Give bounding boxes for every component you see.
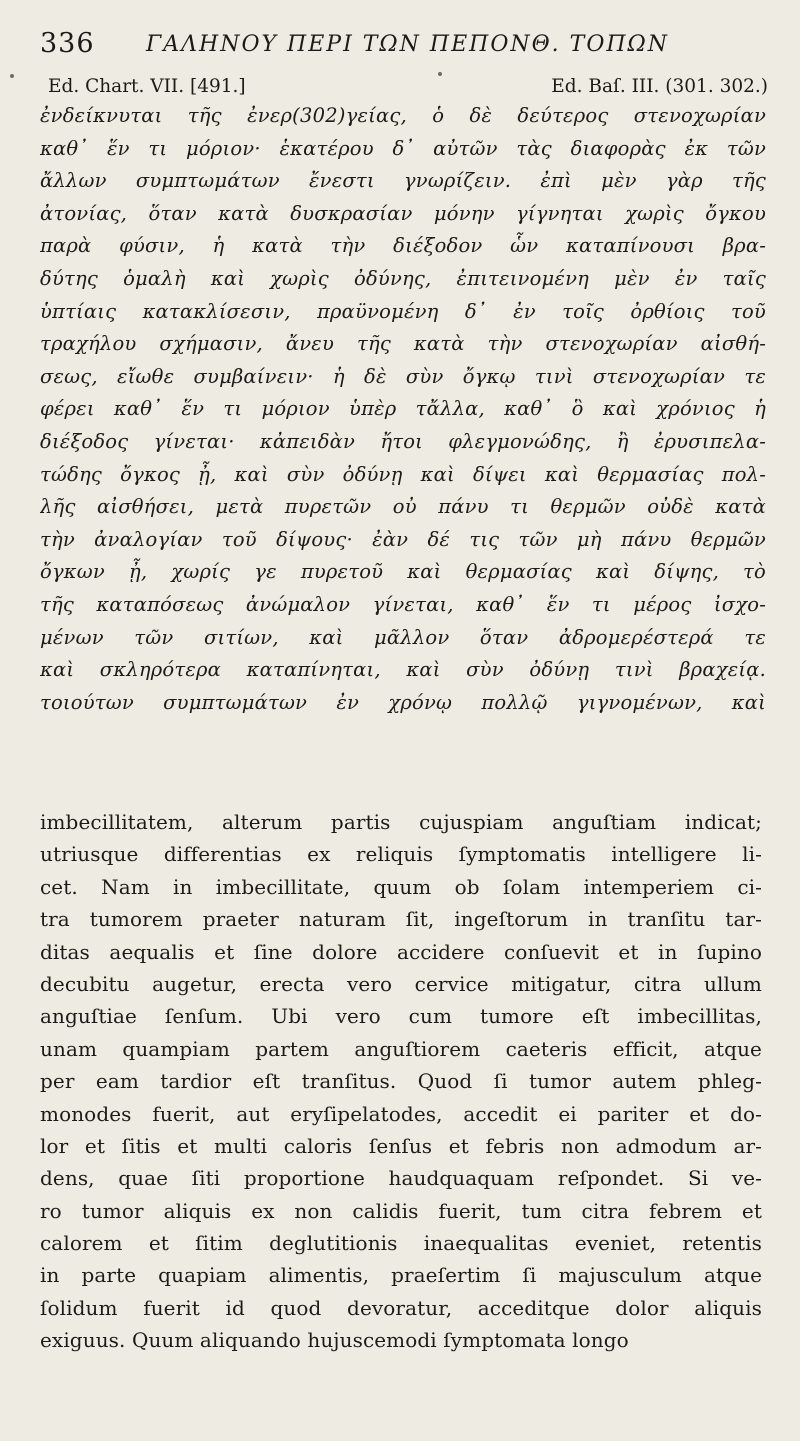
latin-text-block	[40, 806, 762, 1357]
latin-line: anguſtiae ſenſum. Ubi vero cum tumore eſt imbecillitas,	[40, 1004, 762, 1029]
ink-speck	[10, 74, 14, 78]
greek-line: λῆς αἰσθήσει, μετὰ πυρετῶν οὐ πάνυ τι θερμῶν οὐδὲ κατὰ	[40, 495, 766, 519]
greek-line: καθ᾽ ἕν τι μόριον· ἑκατέρου δ᾽ αὐτῶν τὰς διαφορὰς ἐκ τῶν	[40, 136, 766, 160]
greek-line: τώδης ὄγκος ᾖ, καὶ σὺν ὀδύνῃ καὶ δίψει καὶ θερμασίας πολ-	[40, 462, 766, 486]
latin-line: decubitu augetur, erecta vero cervice mitigatur, citra ullum	[40, 971, 762, 996]
page-header	[40, 28, 760, 62]
page-number: 336	[40, 28, 95, 59]
latin-line: imbecillitatem, alterum partis cujuspiam anguſtiam indicat;	[40, 810, 762, 834]
latin-line: unam quampiam partem anguſtiorem caeteris efficit, atque	[40, 1036, 762, 1061]
greek-line: ἄλλων συμπτωμάτων ἔνεστι γνωρίζειν. ἐπὶ μὲν γὰρ τῆς	[40, 169, 766, 193]
latin-line: per eam tardior eſt tranſitus. Quod ſi tumor autem phleg-	[40, 1069, 762, 1094]
greek-line: καὶ σκληρότερα καταπίνηται, καὶ σὺν ὀδύνῃ τινὶ βραχείᾳ.	[40, 658, 766, 682]
latin-line: ditas aequalis et ſine dolore accidere conſuevit et in ſupino	[40, 939, 762, 964]
ink-speck	[438, 72, 442, 76]
edition-references	[48, 76, 768, 102]
latin-line: ſolidum fuerit id quod devoratur, acceditque dolor aliquis	[40, 1295, 762, 1320]
greek-line: ἀτονίας, ὅταν κατὰ δυσκρασίαν μόνην γίγνηται χωρὶς ὄγκου	[40, 201, 766, 225]
greek-line: παρὰ φύσιν, ἡ κατὰ τὴν διέξοδον ὧν καταπίνουσι βρα-	[40, 234, 766, 258]
latin-line: ro tumor aliquis ex non calidis fuerit, tum citra febrem et	[40, 1198, 762, 1223]
latin-line: utriusque differentias ex reliquis ſymptomatis intelligere li-	[40, 842, 762, 867]
edition-reference-chartier: Ed. Chart. VII. [491.]	[48, 76, 246, 97]
greek-line: τῆς καταπόσεως ἀνώμαλον γίνεται, καθ᾽ ἕν τι μέρος ἰσχο-	[40, 592, 766, 616]
greek-line: ὄγκων ᾖ, χωρίς γε πυρετοῦ καὶ θερμασίας καὶ δίψης, τὸ	[40, 560, 766, 584]
greek-line: δύτης ὁμαλὴ καὶ χωρὶς ὀδύνης, ἐπιτεινομένη μὲν ἐν ταῖς	[40, 266, 766, 290]
latin-line: in parte quapiam alimentis, praeſertim ſi majusculum atque	[40, 1263, 762, 1288]
greek-line: τὴν ἀναλογίαν τοῦ δίψους· ἐὰν δέ τις τῶν μὴ πάνυ θερμῶν	[40, 527, 766, 551]
greek-line: ὑπτίαις κατακλίσεσιν, πραϋνομένη δ᾽ ἐν τοῖς ὀρθίοις τοῦ	[40, 299, 766, 323]
running-title: ΓΑΛΗΝΟΥ ΠΕΡΙ ΤΩΝ ΠΕΠΟΝΘ. ΤΟΠΩΝ	[146, 32, 670, 57]
latin-line: tra tumorem praeter naturam ſit, ingeſtorum in tranſitu tar-	[40, 907, 762, 932]
latin-line: lor et ſitis et multi caloris ſenſus et febris non admodum ar-	[40, 1133, 762, 1158]
latin-line: dens, quae ſiti proportione haudquaquam reſpondet. Si ve-	[40, 1166, 762, 1191]
latin-line: monodes fuerit, aut eryſipelatodes, accedit ei pariter et do-	[40, 1101, 762, 1126]
greek-line: σεως, εἴωθε συμβαίνειν· ἡ δὲ σὺν ὄγκῳ τινὶ στενοχωρίαν τε	[40, 364, 766, 388]
greek-line: μένων τῶν σιτίων, καὶ μᾶλλον ὅταν ἀδρομερέστερά τε	[40, 625, 766, 649]
greek-text-block	[40, 100, 766, 719]
greek-line: τραχήλου σχήμασιν, ἄνευ τῆς κατὰ τὴν στενοχωρίαν αἰσθή-	[40, 332, 766, 356]
greek-line: ἐνδείκνυται τῆς ἐνερ(302)γείας, ὁ δὲ δεύτερος στενοχωρίαν	[40, 104, 766, 127]
greek-line: φέρει καθ᾽ ἕν τι μόριον ὑπὲρ τἄλλα, καθ᾽ ὃ καὶ χρόνιος ἡ	[40, 397, 766, 421]
latin-line: exiguus. Quum aliquando hujuscemodi ſymptomata longo	[40, 1328, 629, 1353]
latin-line: cet. Nam in imbecillitate, quum ob ſolam intemperiem ci-	[40, 874, 762, 899]
edition-reference-basel: Ed. Baſ. III. (301. 302.)	[551, 76, 768, 97]
greek-line: τοιούτων συμπτωμάτων ἐν χρόνῳ πολλῷ γιγνομένων, καὶ	[40, 690, 766, 714]
latin-line: calorem et ſitim deglutitionis inaequalitas eveniet, retentis	[40, 1231, 762, 1256]
greek-line: διέξοδος γίνεται· κἀπειδὰν ἤτοι φλεγμονώδης, ἢ ἐρυσιπελα-	[40, 429, 766, 453]
